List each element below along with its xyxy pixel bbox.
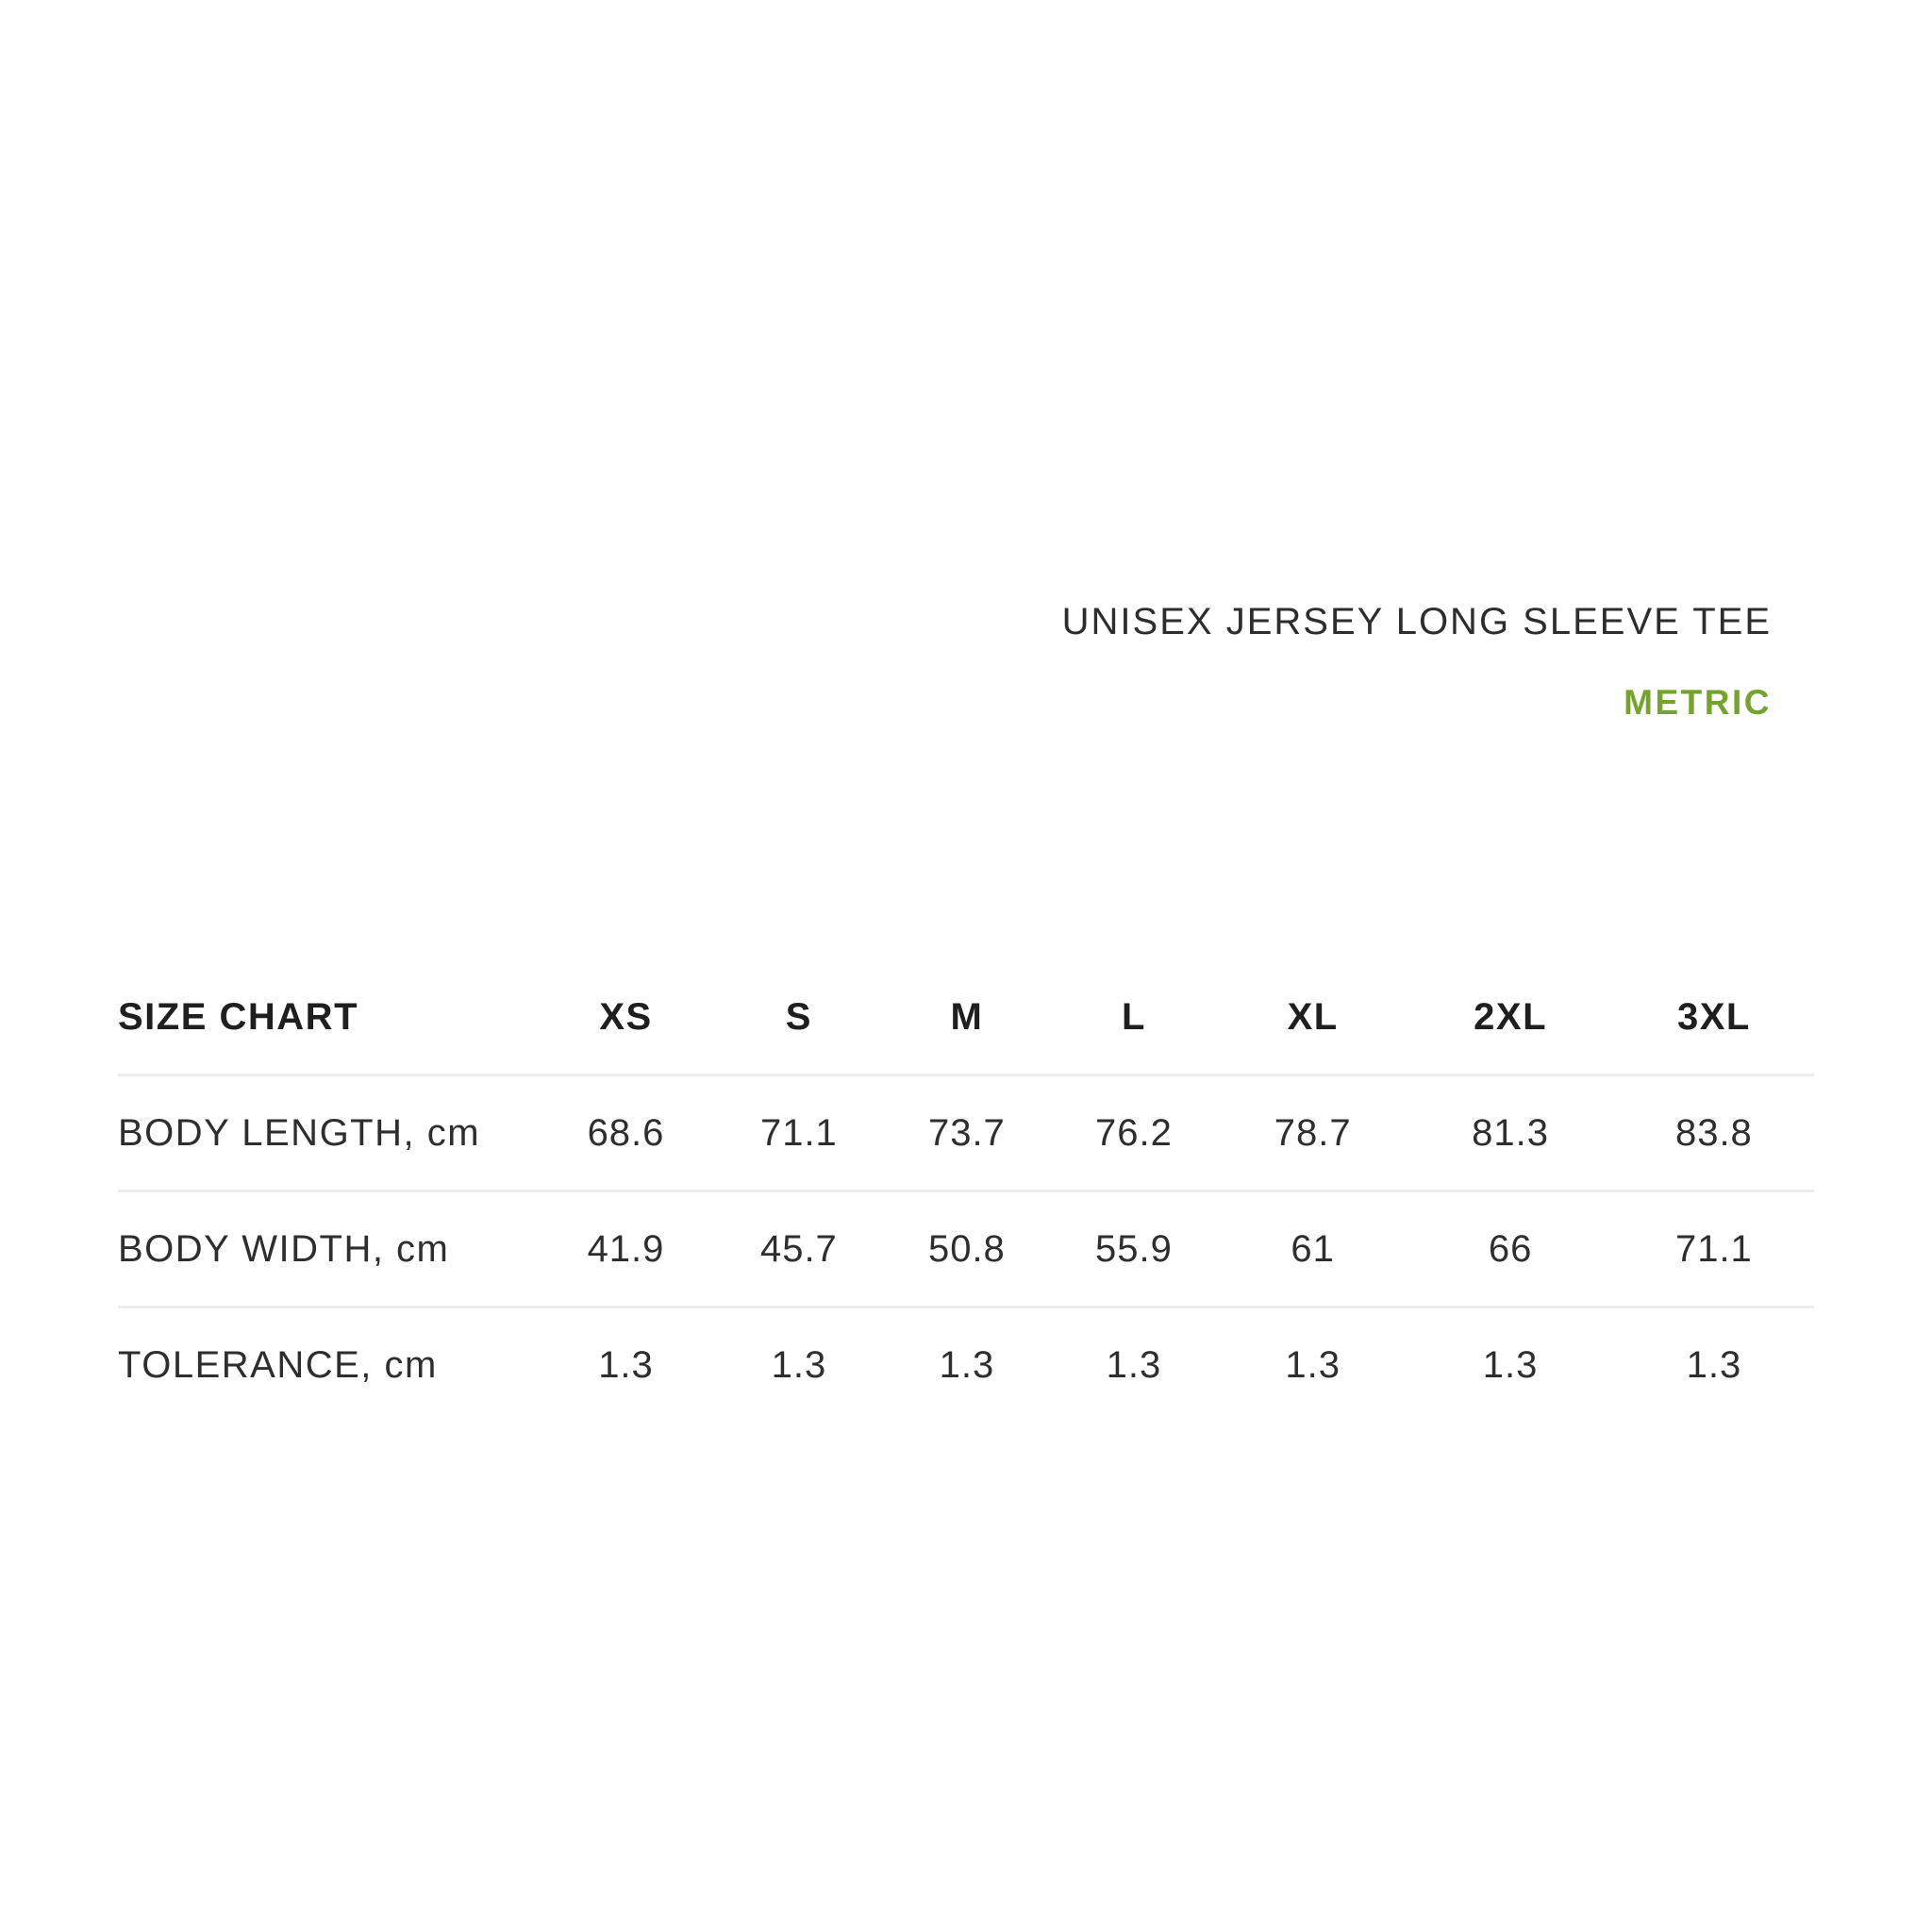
cell-body-width-2xl: 66 <box>1407 1191 1613 1307</box>
table-row-body-length <box>118 1075 1814 1191</box>
cell-tolerance-xs: 1.3 <box>598 1343 654 1386</box>
size-chart-table <box>118 960 1814 1422</box>
cell-tolerance-2xl: 1.3 <box>1482 1343 1539 1386</box>
column-header-2xl: 2XL <box>1407 960 1613 1075</box>
table-row-body-width <box>118 1191 1814 1307</box>
cell-body-length-m: 73.7 <box>885 1075 1049 1191</box>
cell-body-length-xs: 68.6 <box>539 1075 713 1191</box>
column-header-xl: XL <box>1219 960 1407 1075</box>
cell-body-width-xs: 41.9 <box>539 1191 713 1307</box>
cell-body-width-xl: 61 <box>1219 1191 1407 1307</box>
cell-body-length-3xl: 83.8 <box>1614 1075 1814 1191</box>
cell-body-length-l: 76.2 <box>1049 1075 1219 1191</box>
cell-body-length-s: 71.1 <box>713 1075 885 1191</box>
column-header-l: L <box>1049 960 1219 1075</box>
cell-tolerance-xl: 1.3 <box>1285 1343 1341 1386</box>
column-header-3xl: 3XL <box>1614 960 1814 1075</box>
cell-body-length-2xl: 81.3 <box>1407 1075 1613 1191</box>
row-label-tolerance: TOLERANCE, cm <box>118 1343 438 1386</box>
header <box>1062 600 1772 723</box>
table-row-tolerance <box>118 1307 1814 1423</box>
product-title: UNISEX JERSEY LONG SLEEVE TEE <box>1061 601 1772 642</box>
cell-tolerance-s: 1.3 <box>771 1343 827 1386</box>
column-header-xs: XS <box>539 960 713 1075</box>
table-header-row <box>118 960 1814 1075</box>
cell-body-width-m: 50.8 <box>885 1191 1049 1307</box>
column-header-s: S <box>713 960 885 1075</box>
row-label-body-length: BODY LENGTH, cm <box>118 1075 539 1191</box>
cell-tolerance-3xl: 1.3 <box>1686 1343 1742 1386</box>
cell-tolerance-m: 1.3 <box>939 1343 995 1386</box>
cell-body-width-l: 55.9 <box>1049 1191 1219 1307</box>
column-header-size-chart: SIZE CHART <box>118 960 539 1075</box>
cell-body-width-s: 45.7 <box>713 1191 885 1307</box>
units-toggle-metric[interactable]: METRIC <box>1624 683 1772 722</box>
cell-tolerance-l: 1.3 <box>1106 1343 1162 1386</box>
column-header-m: M <box>885 960 1049 1075</box>
cell-body-width-3xl: 71.1 <box>1614 1191 1814 1307</box>
row-label-body-width: BODY WIDTH, cm <box>118 1191 539 1307</box>
cell-body-length-xl: 78.7 <box>1219 1075 1407 1191</box>
